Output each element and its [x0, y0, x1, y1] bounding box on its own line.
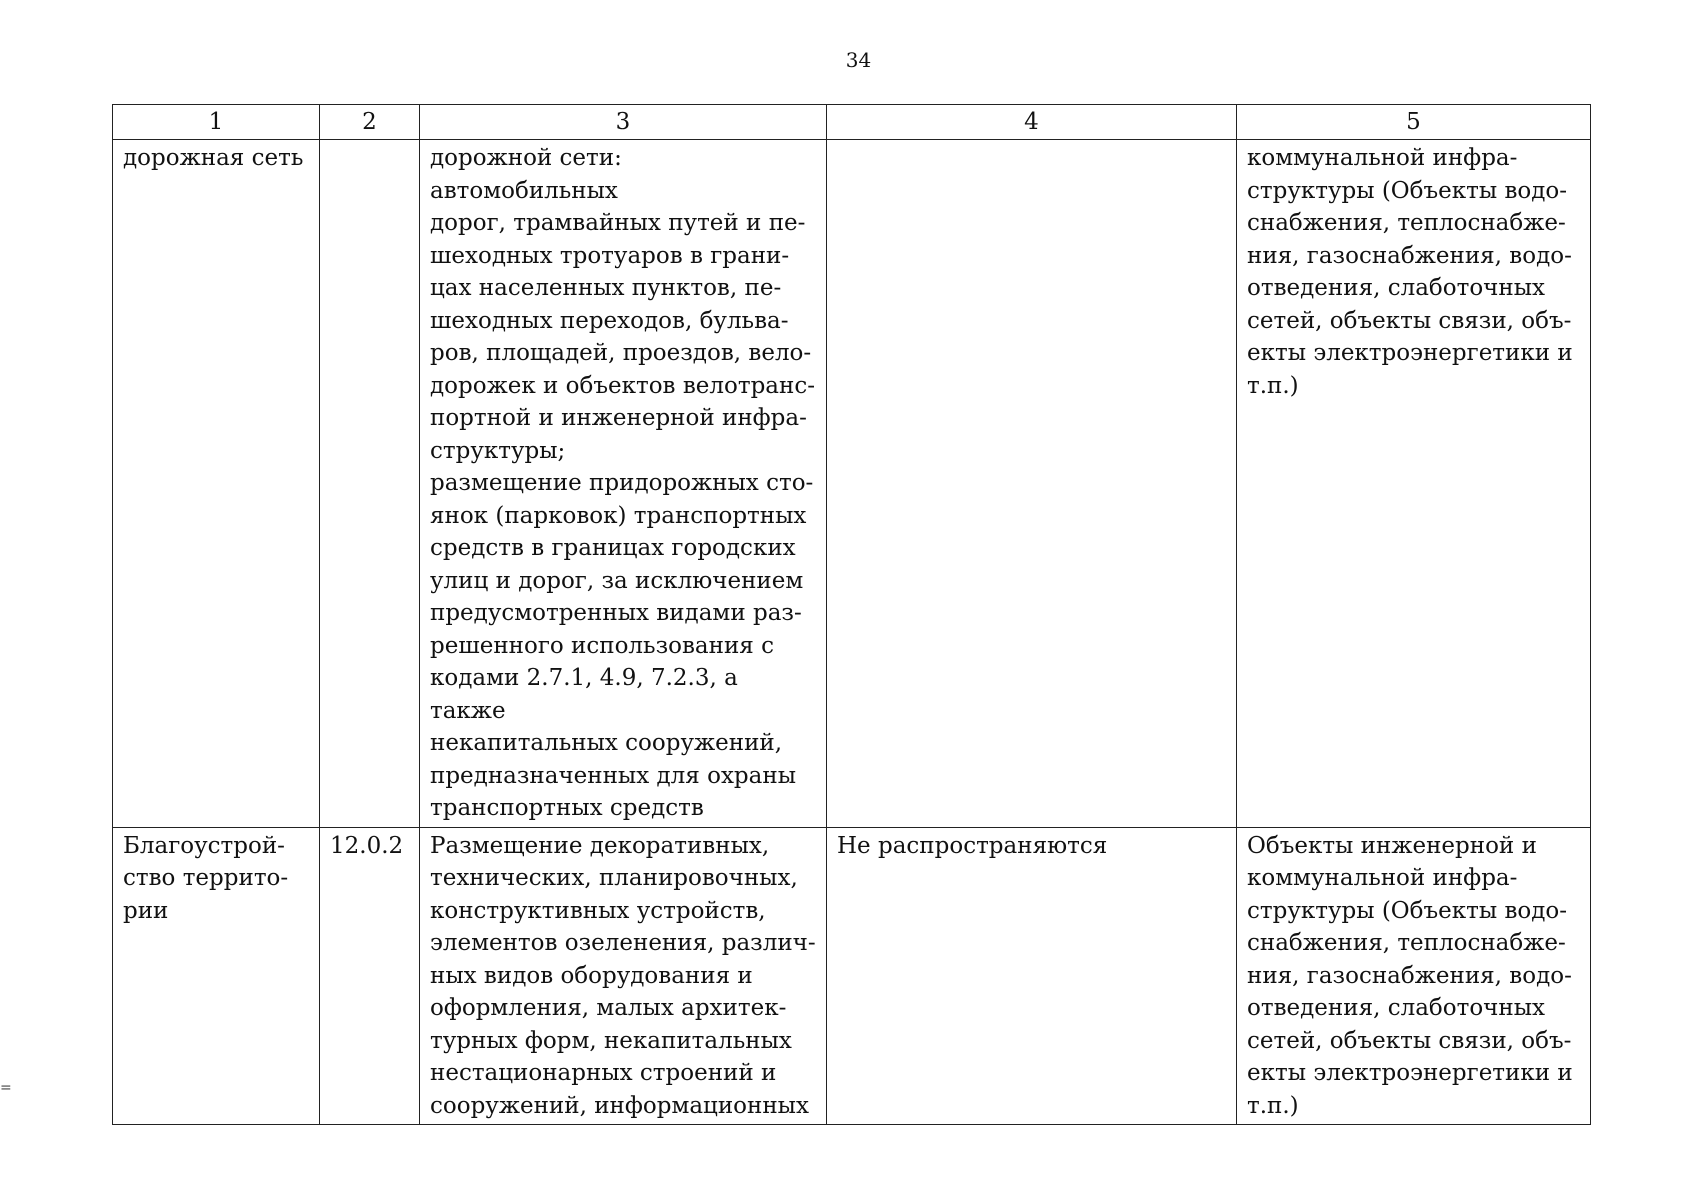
auxiliary-uses-cell	[1237, 140, 1591, 828]
land-use-name-cell	[113, 140, 320, 828]
land-use-description: дорожной сети: автомобильных дорог, трамвайных путей и пе- шеходных тротуаров в грани- цах населенных пунктов, пе- шеходных переходов, бульва- ров, площадей, проездов, вело- дорожек и объектов велотранс- портной и инженерной инфра- структуры; размещение придорожных сто- янок (парковок) транспортных средств в границах городских улиц и дорог, за исключением предусмотренных видами раз- решенного использования с кодами 2.7.1, 4.9, 7.2.3, а также некапитальных сооружений, предназначенных для охраны транспортных средств	[430, 145, 815, 821]
header-row	[113, 105, 1591, 140]
table-header	[113, 105, 1591, 140]
restrictions-cell	[827, 140, 1237, 828]
land-use-name: Благоустрой- ство террито- рии	[123, 832, 289, 924]
auxiliary-uses-text: Объекты инженерной и коммунальной инфра- структуры (Объекты водо- снабжения, теплоснабже- ния, газоснабжения, водо- отведения, слаботочных сетей, объекты связи, объ- екты электроэнергетики и т.п.)	[1247, 832, 1573, 1119]
land-use-code-cell	[320, 140, 420, 828]
land-use-table	[112, 104, 1591, 1125]
header-col-5: 5	[1237, 105, 1591, 140]
auxiliary-uses-text: коммунальной инфра- структуры (Объекты водо- снабжения, теплоснабже- ния, газоснабжения, водо- отведения, слаботочных сетей, объекты связи, объ- екты электроэнергетики и т.п.)	[1247, 145, 1573, 399]
table-row	[113, 827, 1591, 1125]
land-use-name-cell	[113, 827, 320, 1125]
header-col-1: 1	[113, 105, 320, 140]
description-cell	[420, 827, 827, 1125]
land-use-code-cell	[320, 827, 420, 1125]
header-col-2: 2	[320, 105, 420, 140]
header-col-3: 3	[420, 105, 827, 140]
land-use-name: дорожная сеть	[123, 145, 304, 171]
land-use-description: Размещение декоративных, технических, планировочных, конструктивных устройств, элементов озеленения, различ- ных видов оборудования и оформления, малых архитек- турных форм, некапитальных нестационарных строений и сооружений, информационных	[430, 832, 816, 1119]
description-cell	[420, 140, 827, 828]
restrictions-cell	[827, 827, 1237, 1125]
auxiliary-uses-cell	[1237, 827, 1591, 1125]
table-row	[113, 140, 1591, 828]
restrictions-text: Не распространяются	[837, 832, 1108, 859]
page-number: 34	[845, 48, 872, 72]
land-use-code: 12.0.2	[330, 832, 404, 859]
margin-scan-mark: =	[0, 1080, 12, 1096]
header-col-4: 4	[827, 105, 1237, 140]
